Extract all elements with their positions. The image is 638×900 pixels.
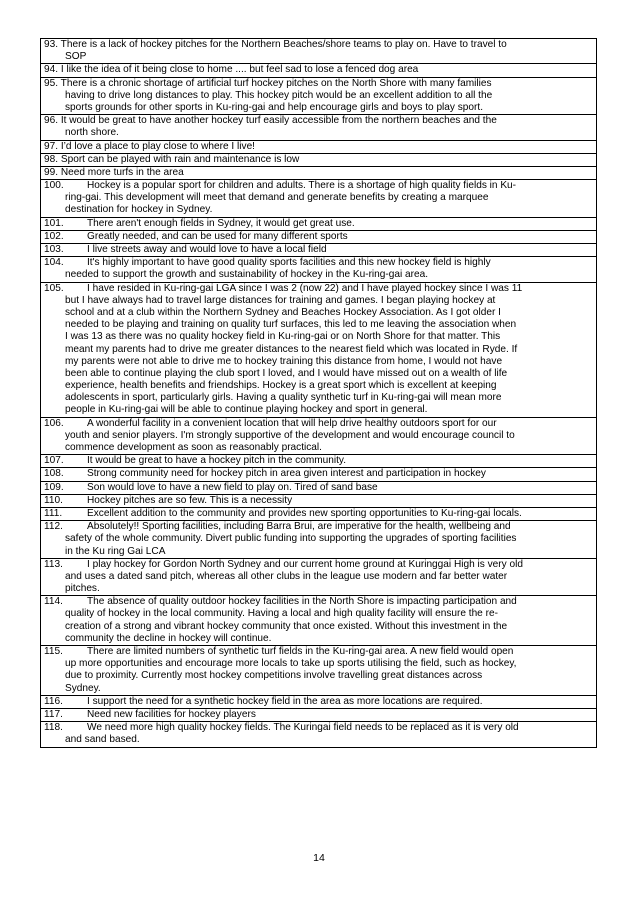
comment-text: destination for hockey in Sydney. — [65, 204, 213, 216]
comments-table — [40, 38, 597, 748]
comment-line — [44, 442, 592, 454]
comment-row — [40, 39, 597, 64]
comment-line — [44, 559, 592, 571]
comment-line — [44, 533, 592, 545]
comment-row — [40, 482, 597, 495]
comment-text: and uses a dated sand pitch, whereas all other clubs in the league use modern and far better water — [65, 570, 508, 582]
comment-text: creation of a strong and vibrant hockey community that once existed. Without this investment in the — [65, 620, 508, 632]
comment-text: Excellent addition to the community and provides new sporting opportunities to Ku-ring-gai locals. — [87, 507, 522, 519]
comment-line — [44, 696, 592, 708]
comment-text: The absence of quality outdoor hockey facilities in the North Shore is impacting participation and — [87, 596, 517, 608]
comment-line — [44, 368, 592, 380]
comment-line — [44, 658, 592, 670]
comment-text: A wonderful facility in a convenient location that will help drive healthy outdoors sport for our — [87, 417, 497, 429]
comment-text: needed to be playing and training on quality turf surfaces, this led to me leaving the association when — [65, 319, 517, 331]
comment-text: youth and senior players. I'm strongly supportive of the development and would encourage council to — [65, 429, 515, 441]
comment-number: 107. — [44, 455, 64, 467]
comment-row — [40, 167, 597, 180]
comment-text: been able to continue playing the club sport I loved, and I would have missed out on a wealth of life — [65, 367, 508, 379]
comment-text: I like the idea of it being close to home .... but feel sad to lose a fenced dog area — [60, 64, 419, 76]
comment-number: 101. — [44, 217, 64, 229]
comment-text: I play hockey for Gordon North Sydney and our current home ground at Kuringgai High is very old — [87, 558, 523, 570]
comment-text: in the Ku ring Gai LCA — [65, 545, 166, 557]
comment-number: 115. — [44, 646, 63, 657]
comment-text: I’d love a place to play close to where I live! — [60, 140, 255, 152]
comment-line — [44, 64, 592, 76]
comment-text: Need more turfs in the area — [60, 166, 184, 178]
comment-text: Absolutely!! Sporting facilities, including Barra Brui, are imperative for the health, wellbeing and — [87, 521, 511, 533]
comment-line — [44, 521, 592, 533]
comment-text: having to drive long distances to play. This hockey pitch would be an excellent addition to all the — [65, 89, 493, 101]
comment-text: meant my parents had to drive me greater distances to the nearest field which was located in Ryde. If — [65, 343, 518, 355]
comment-row — [40, 495, 597, 508]
comment-line — [44, 295, 592, 307]
comment-number: 94. — [44, 64, 59, 76]
comment-line — [44, 283, 592, 295]
comment-line — [44, 546, 592, 558]
comment-line — [44, 154, 592, 166]
comment-line — [44, 495, 592, 507]
comment-text: safety of the whole community. Divert public funding into supporting the upgrades of sporting facilities — [65, 533, 517, 545]
comment-row — [40, 141, 597, 154]
comment-number: 110. — [44, 494, 63, 506]
comment-number: 114. — [44, 596, 63, 608]
comment-row — [40, 521, 597, 559]
comment-row — [40, 218, 597, 231]
comment-line — [44, 468, 592, 480]
comment-number: 116. — [44, 695, 63, 707]
comment-line — [44, 180, 592, 192]
comment-line — [44, 596, 592, 608]
comment-text: We need more high quality hockey fields. The Kuringai field needs to be replaced as it is very old — [87, 722, 519, 734]
comment-row — [40, 559, 597, 597]
comment-text: There aren't enough fields in Sydney, it would get great use. — [87, 217, 355, 229]
comment-line — [44, 734, 592, 746]
comment-text: I was 13 as there was no quality hockey field in Ku-ring-gai or on North Shore for that matter. This — [65, 331, 501, 343]
comment-line — [44, 204, 592, 216]
comment-text: Sydney. — [65, 682, 101, 694]
comment-row — [40, 596, 597, 646]
comment-line — [44, 115, 592, 127]
comment-text: experience, health benefits and friendships. Hockey is a great sport which is excellent at keeping — [65, 380, 497, 392]
comment-number: 99. — [44, 166, 59, 178]
comment-row — [40, 283, 597, 418]
comment-line — [44, 307, 592, 319]
comment-number: 102. — [44, 230, 64, 242]
comment-row — [40, 709, 597, 722]
comment-number: 112. — [44, 521, 63, 533]
comment-text: There is a chronic shortage of artificial turf hockey pitches on the North Shore with many families — [60, 77, 492, 89]
comment-line — [44, 571, 592, 583]
comment-line — [44, 404, 592, 416]
comment-line — [44, 102, 592, 114]
comment-text: I have resided in Ku-ring-gai LGA since I was 2 (now 22) and I have played hockey since I was 11 — [87, 282, 523, 294]
comment-text: I live streets away and would love to have a local field — [87, 244, 327, 255]
comment-line — [44, 380, 592, 392]
comment-line — [44, 344, 592, 356]
comment-row — [40, 64, 597, 77]
comment-row — [40, 231, 597, 244]
comment-number: 111. — [44, 507, 63, 519]
comment-line — [44, 39, 592, 51]
comment-number: 95. — [44, 77, 59, 89]
comment-line — [44, 257, 592, 269]
comment-text: SOP — [65, 51, 87, 63]
comment-line — [44, 192, 592, 204]
comment-line — [44, 51, 592, 63]
comment-text: quality of hockey in the local community. Having a local and high quality facility will ensure the re- — [65, 608, 498, 620]
comment-text: due to proximity. Currently most hockey competitions involve travelling great distances across — [65, 670, 483, 682]
comment-text: people in Ku-ring-gai will be able to continue playing hockey and sport in general. — [65, 404, 428, 416]
comment-line — [44, 418, 592, 430]
comment-number: 106. — [44, 417, 64, 429]
comment-row — [40, 78, 597, 116]
comment-text: Strong community need for hockey pitch in area given interest and participation in hockey — [87, 468, 486, 480]
comment-number: 96. — [44, 115, 59, 127]
comment-line — [44, 218, 592, 230]
comment-text: community the decline in hockey will continue. — [65, 632, 272, 644]
comment-text: commence development as soon as reasonably practical. — [65, 442, 322, 453]
comment-line — [44, 231, 592, 243]
comment-text: my parents were not able to drive me to hockey training this distance from home, I would not have — [65, 355, 503, 367]
comment-line — [44, 508, 592, 520]
comment-row — [40, 455, 597, 468]
comment-text: Need new facilities for hockey players — [87, 708, 256, 720]
comment-number: 117. — [44, 708, 63, 720]
comment-line — [44, 141, 592, 153]
comment-number: 100. — [44, 180, 64, 192]
comment-text: There is a lack of hockey pitches for the Northern Beaches/shore teams to play on. Have to travel to — [60, 39, 507, 50]
comment-number: 108. — [44, 468, 64, 480]
comment-text: up more opportunities and encourage more locals to take up sports utilising the field, such as hockey, — [65, 658, 517, 670]
comment-text: school and at a club within the Northern Sydney and Beaches Hockey Association. As I got older I — [65, 306, 501, 318]
comment-line — [44, 319, 592, 331]
comment-row — [40, 418, 597, 456]
comment-line — [44, 482, 592, 494]
comment-text: pitches. — [65, 583, 100, 595]
comment-number: 118. — [44, 722, 63, 734]
comment-number: 105. — [44, 282, 64, 294]
comment-text: ring-gai. This development will meet that demand and generate benefits by creating a marquee — [65, 192, 489, 204]
comment-text: Greatly needed, and can be used for many different sports — [87, 230, 348, 242]
comment-row — [40, 468, 597, 481]
comment-text: sports grounds for other sports in Ku-ring-gai and help encourage girls and boys to play sport. — [65, 101, 484, 113]
comment-line — [44, 608, 592, 620]
comment-line — [44, 244, 592, 256]
comment-text: I support the need for a synthetic hockey field in the area as more locations are required. — [87, 695, 483, 707]
comment-line — [44, 331, 592, 343]
comment-line — [44, 356, 592, 368]
comment-line — [44, 633, 592, 645]
comment-line — [44, 392, 592, 404]
page-number: 14 — [313, 852, 325, 864]
comment-text: but I have always had to travel large distances for training and games. I began playing hockey at — [65, 294, 496, 306]
comment-line — [44, 455, 592, 467]
comment-number: 103. — [44, 244, 64, 255]
comment-number: 97. — [44, 140, 59, 152]
comment-row — [40, 722, 597, 747]
comment-number: 104. — [44, 257, 64, 269]
comment-number: 113. — [44, 558, 63, 570]
comment-row — [40, 646, 597, 696]
comment-row — [40, 696, 597, 709]
comment-row — [40, 154, 597, 167]
comment-text: adolescents in sport, particularly girls. Having a quality synthetic turf in Ku-ring-gai will mean more — [65, 392, 502, 404]
comment-row — [40, 244, 597, 257]
comment-text: Hockey pitches are so few. This is a necessity — [87, 494, 293, 506]
comment-text: needed to support the growth and sustainability of hockey in the Ku-ring-gai area. — [65, 269, 429, 281]
comment-text: Hockey is a popular sport for children and adults. There is a shortage of high quality fields in Ku- — [87, 180, 517, 192]
comment-row — [40, 180, 597, 218]
comment-line — [44, 269, 592, 281]
comment-text: It would be great to have another hockey turf easily accessible from the northern beaches and the — [60, 115, 497, 127]
comment-line — [44, 127, 592, 139]
comment-text: Son would love to have a new field to play on. Tired of sand base — [87, 481, 378, 493]
comment-line — [44, 722, 592, 734]
comment-line — [44, 646, 592, 658]
comment-row — [40, 115, 597, 140]
comment-text: and sand based. — [65, 734, 140, 746]
comment-line — [44, 583, 592, 595]
comment-line — [44, 621, 592, 633]
comment-row — [40, 508, 597, 521]
comment-line — [44, 683, 592, 695]
comment-text: It's highly important to have good quality sports facilities and this new hockey field is highly — [87, 257, 491, 269]
comment-line — [44, 670, 592, 682]
comment-number: 98. — [44, 153, 59, 165]
comment-text: There are limited numbers of synthetic turf fields in the Ku-ring-gai area. A new field would open — [87, 646, 514, 657]
comment-line — [44, 709, 592, 721]
comment-text: Sport can be played with rain and maintenance is low — [60, 153, 300, 165]
comment-line — [44, 167, 592, 179]
comment-text: north shore. — [65, 127, 119, 139]
comment-line — [44, 430, 592, 442]
comment-number: 109. — [44, 481, 64, 493]
comment-text: It would be great to have a hockey pitch in the community. — [87, 455, 347, 467]
comment-line — [44, 90, 592, 102]
comment-row — [40, 257, 597, 282]
comment-line — [44, 78, 592, 90]
comment-number: 93. — [44, 39, 59, 50]
